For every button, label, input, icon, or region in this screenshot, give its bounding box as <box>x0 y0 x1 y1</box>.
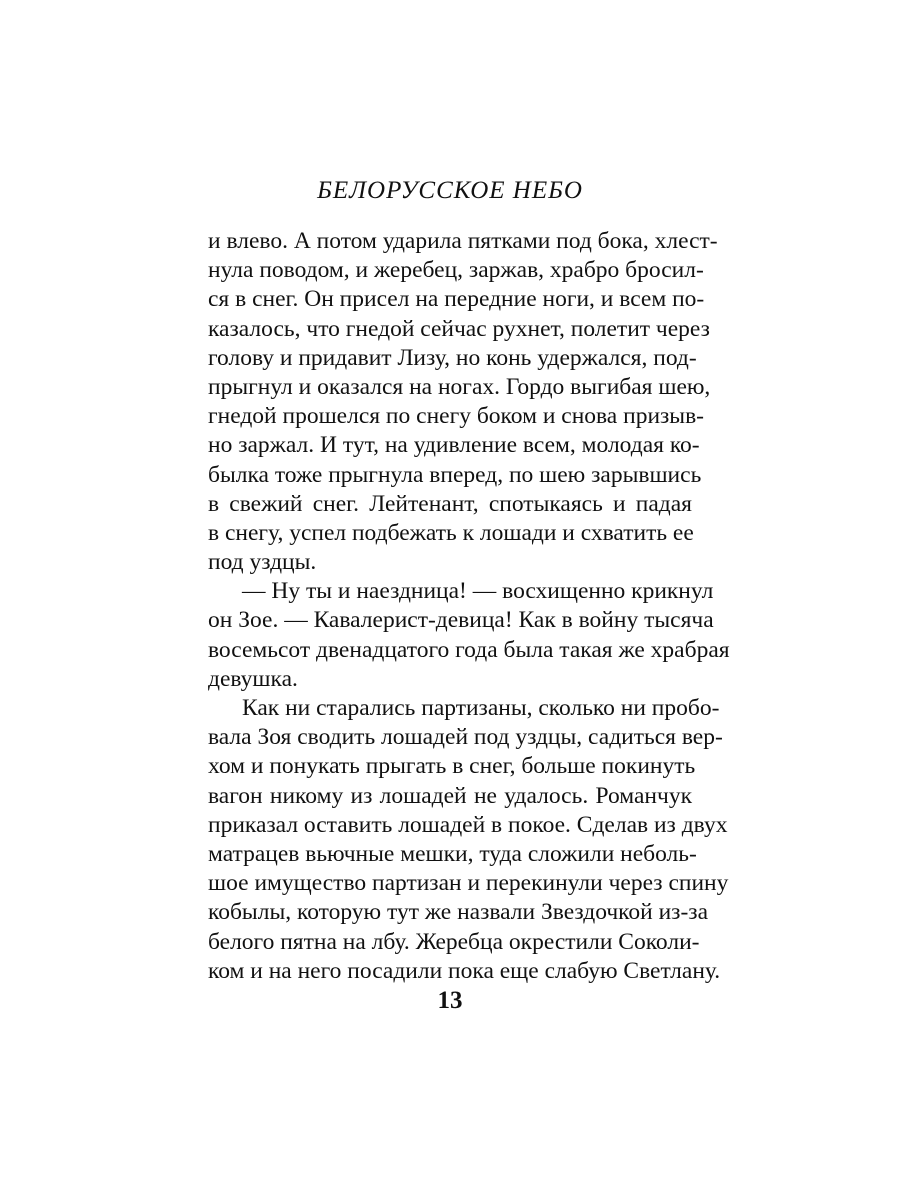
text-line: кобылы, которую тут же назвали Звездочкой из-за <box>208 899 709 926</box>
text-line: но заржал. И тут, на удивление всем, молодая ко- <box>208 432 700 459</box>
text-line-paragraph-start: Как ни старались партизаны, сколько ни пробо- <box>242 695 720 721</box>
text-line: и влево. А потом ударила пятками под бока, хлест- <box>208 228 718 254</box>
text-line-paragraph-end: девушка. <box>208 665 298 692</box>
text-line: хом и понукать прыгать в снег, больше покинуть <box>208 753 696 780</box>
text-line: ком и на него посадили пока еще слабую Светлану. <box>208 957 721 984</box>
text-line: голову и придавит Лизу, но конь удержался, под- <box>208 344 697 371</box>
text-line: былка тоже прыгнула вперед, по шею зарывшись <box>208 461 702 488</box>
body-text <box>208 227 730 986</box>
text-line: казалось, что гнедой сейчас рухнет, полетит через <box>208 315 710 342</box>
text-line: прыгнул и оказался на ногах. Гордо выгибая шею, <box>208 373 711 400</box>
text-line: ся в снег. Он присел на передние ноги, и всем по- <box>208 286 705 313</box>
text-line: шое имущество партизан и перекинули через спину <box>208 870 729 897</box>
text-line: вагон никому из лошадей не удалось. Романчук <box>208 782 692 809</box>
text-line: белого пятна на лбу. Жеребца окрестили Соколи- <box>208 928 700 955</box>
page-number: 13 <box>437 987 463 1014</box>
text-line: вала Зоя сводить лошадей под уздцы, садиться вер- <box>208 724 723 751</box>
text-line: гнедой прошелся по снегу боком и снова призыв- <box>208 403 705 430</box>
text-line: матрацев вьючные мешки, туда сложили неболь- <box>208 840 697 867</box>
text-line-paragraph-end: под уздцы. <box>208 549 317 576</box>
text-line: нула поводом, и жеребец, заржав, храбро бросил- <box>208 257 704 284</box>
text-line: в снегу, успел подбежать к лошади и схватить ее <box>208 519 694 546</box>
text-line: в свежий снег. Лейтенант, спотыкаясь и падая <box>208 490 692 517</box>
text-line: восемьсот двенадцатого года была такая же храбрая <box>208 636 730 663</box>
text-line: приказал оставить лошадей в покое. Сделав из двух <box>208 811 728 838</box>
text-line-paragraph-start: — Ну ты и наездница! — восхищенно крикнул <box>242 578 714 605</box>
running-head-title: БЕЛОРУССКОЕ НЕБО <box>317 177 583 204</box>
text-line: он Зое. — Кавалерист-девица! Как в войну тысяча <box>208 607 714 634</box>
